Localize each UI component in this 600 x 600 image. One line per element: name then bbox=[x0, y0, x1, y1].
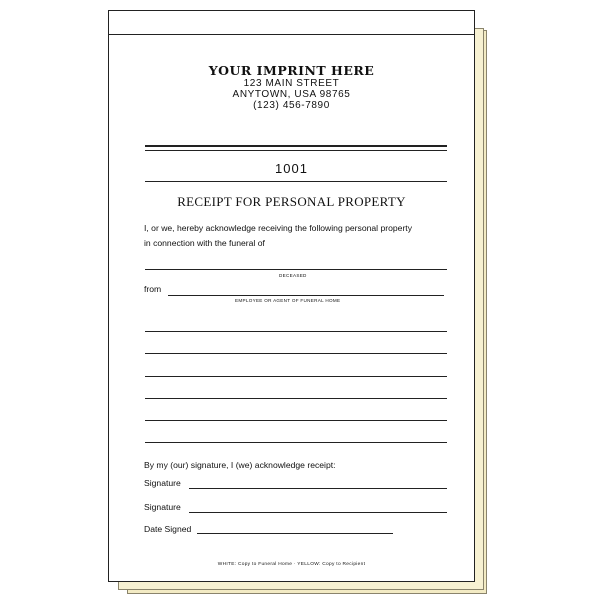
intro-line-1: I, or we, hereby acknowledge receiving the following personal property bbox=[144, 223, 412, 233]
property-line[interactable] bbox=[145, 420, 447, 421]
signature-label-1: Signature bbox=[144, 478, 181, 488]
imprint-name: YOUR IMPRINT HERE bbox=[208, 63, 375, 78]
property-line[interactable] bbox=[145, 442, 447, 443]
signature-line-2[interactable] bbox=[189, 512, 447, 513]
imprint-street: 123 MAIN STREET bbox=[243, 78, 340, 89]
deceased-line[interactable] bbox=[145, 269, 447, 270]
property-line[interactable] bbox=[145, 331, 447, 332]
number-band-top-rule bbox=[145, 145, 447, 147]
form-title: RECEIPT FOR PERSONAL PROPERTY bbox=[177, 194, 406, 209]
date-signed-line[interactable] bbox=[197, 533, 393, 534]
signature-line-1[interactable] bbox=[189, 488, 447, 489]
imprint-phone: (123) 456-7890 bbox=[253, 100, 330, 111]
intro-line-2: in connection with the funeral of bbox=[144, 238, 265, 248]
deceased-caption: DECEASED bbox=[279, 273, 307, 278]
from-label: from bbox=[144, 284, 162, 294]
receipt-number: 1001 bbox=[275, 161, 308, 176]
imprint-city: ANYTOWN, USA 98765 bbox=[232, 89, 351, 100]
copy-distribution-footer: WHITE: Copy to Funeral Home · YELLOW: Copy to Recipient bbox=[217, 562, 366, 567]
date-signed-label: Date Signed bbox=[144, 524, 192, 534]
receipt-form bbox=[108, 10, 475, 582]
signature-label-2: Signature bbox=[144, 502, 181, 512]
property-line[interactable] bbox=[145, 376, 447, 377]
number-band-top-rule-2 bbox=[145, 150, 447, 151]
number-band-bottom-rule bbox=[145, 181, 447, 182]
property-line[interactable] bbox=[145, 353, 447, 354]
pad-binding bbox=[109, 11, 474, 35]
property-line[interactable] bbox=[145, 398, 447, 399]
acknowledgement-text: By my (our) signature, I (we) acknowledge receipt: bbox=[144, 460, 336, 470]
from-line[interactable] bbox=[168, 295, 444, 296]
from-caption: EMPLOYEE OR AGENT OF FUNERAL HOME bbox=[235, 298, 341, 303]
